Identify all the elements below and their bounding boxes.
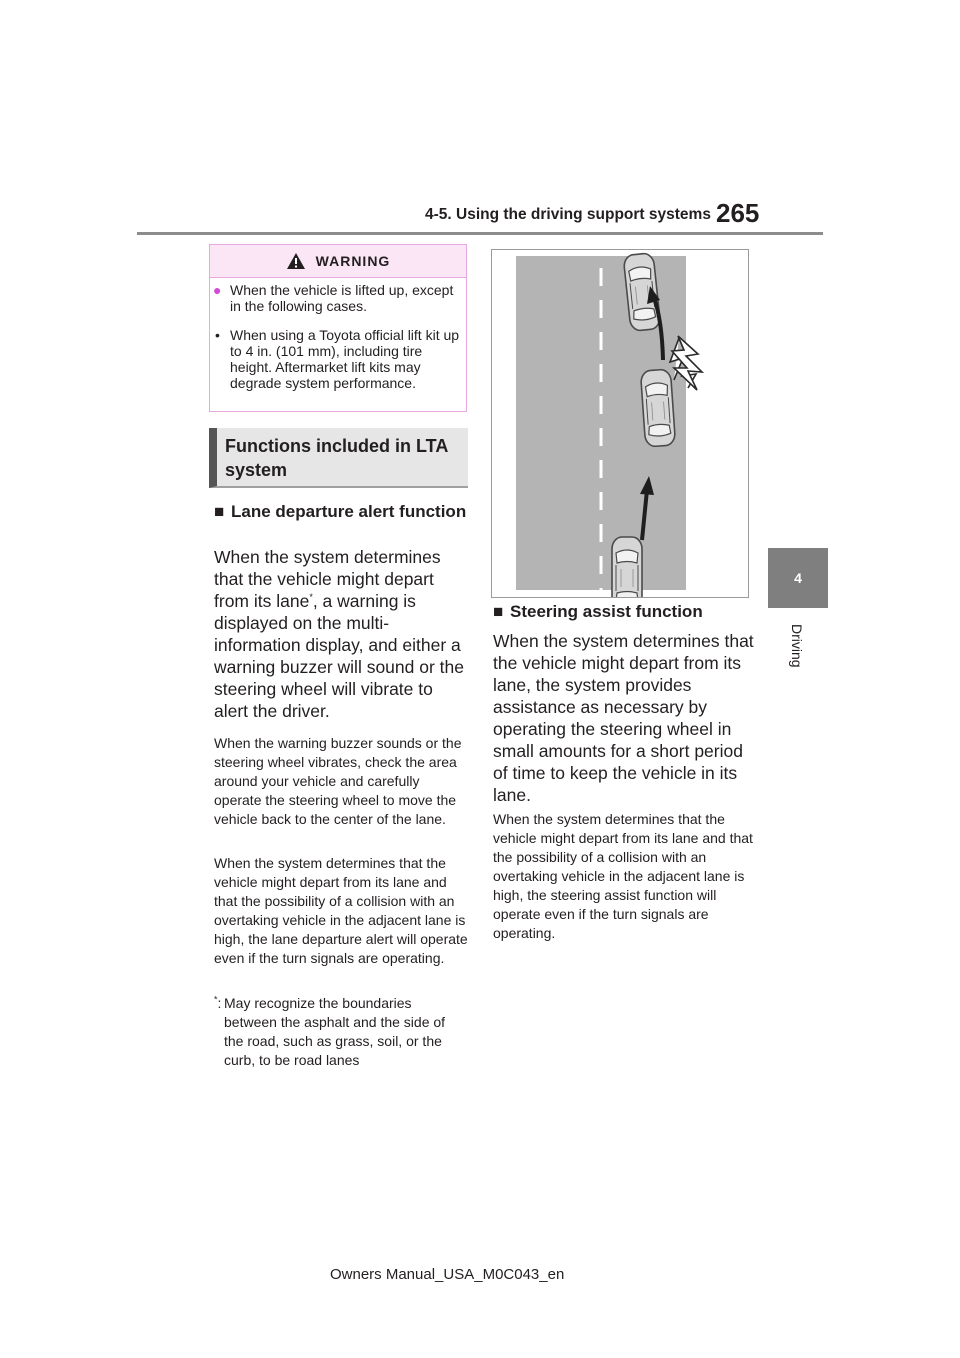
footnote-text: May recognize the boundaries between the asphalt and the side of the road, such as grass, soil, or the curb, to be road lanes bbox=[224, 995, 446, 1068]
vehicle-departing-icon bbox=[640, 369, 675, 447]
lane-departure-note-1: When the warning buzzer sounds or the steering wheel vibrates, check the area around your vehicle and carefully operate the steering wheel to move the vehicle back to the center of the lane. bbox=[214, 735, 462, 827]
vehicle-in-lane-icon bbox=[612, 537, 642, 597]
section-heading bbox=[209, 428, 468, 488]
page-number: 265 bbox=[716, 198, 760, 228]
lane-departure-heading-text: Lane departure alert function bbox=[231, 502, 467, 521]
lane-departure-heading bbox=[214, 500, 468, 524]
running-header-section: 4-5. Using the driving support systems bbox=[425, 206, 711, 223]
footnote-asterisk: * bbox=[214, 994, 218, 1005]
header-rule bbox=[137, 232, 823, 235]
footnote-reference: * bbox=[309, 592, 313, 603]
lane-departure-note-2: When the system determines that the vehicle might depart from its lane and that the possibility of a collision with an overtaking vehicle in the adjacent lane is high, the lane departure alert will operate even if the turn signals are operating. bbox=[214, 855, 468, 966]
warning-header bbox=[210, 245, 466, 278]
warning-box bbox=[209, 244, 467, 412]
chapter-label: Driving bbox=[789, 624, 805, 668]
square-bullet-icon: ■ bbox=[214, 502, 225, 521]
steering-assist-heading bbox=[493, 600, 758, 624]
lane-departure-body-part2: , a warning is displayed on the multi-information display, and either a warning buzzer will sound or the steering wheel will vibrate to alert the driver. bbox=[214, 591, 464, 721]
steering-assist-body: When the system determines that the vehicle might depart from its lane, the system provides assistance as necessary by operating the steering wheel in small amounts for a short period of time to keep the vehicle in its lane. bbox=[493, 631, 754, 805]
bullet-dot-icon: ● bbox=[213, 282, 222, 298]
warning-triangle-icon bbox=[286, 252, 306, 270]
warning-bullet bbox=[213, 282, 461, 314]
section-heading-text: Functions included in LTA system bbox=[225, 436, 448, 480]
chapter-tab bbox=[768, 548, 828, 608]
footnote-colon: : bbox=[217, 995, 222, 1011]
steering-assist-heading-text: Steering assist function bbox=[510, 602, 703, 621]
chapter-number: 4 bbox=[794, 570, 802, 586]
lane-departure-body bbox=[214, 546, 468, 722]
warning-sub-bullet bbox=[213, 327, 461, 391]
square-bullet-icon: ■ bbox=[493, 602, 504, 621]
road-diagram bbox=[492, 250, 748, 597]
steering-assist-note: When the system determines that the vehicle might depart from its lane and that the possibility of a collision with an overtaking vehicle in the adjacent lane is high, the steering assist function will operate even if the turn signals are operating. bbox=[493, 811, 753, 941]
warning-title: WARNING bbox=[315, 253, 391, 269]
warning-sub-bullet-text: When using a Toyota official lift kit up to 4 in. (101 mm), including tire height. Aftermarket lift kits may degrade system performance. bbox=[230, 327, 460, 391]
warning-bullet-text: When the vehicle is lifted up, except in the following cases. bbox=[230, 282, 454, 314]
footnote-marker bbox=[214, 994, 221, 1013]
footnote bbox=[214, 994, 468, 1070]
page-footer: Owners Manual_USA_M0C043_en bbox=[330, 1266, 565, 1283]
chapter-label-vertical bbox=[787, 620, 809, 680]
sub-bullet-dot: • bbox=[215, 327, 220, 343]
lane-departure-illustration bbox=[491, 249, 749, 598]
lane-departure-body-part1: When the system determines that the vehicle might depart from its lane bbox=[214, 547, 441, 611]
